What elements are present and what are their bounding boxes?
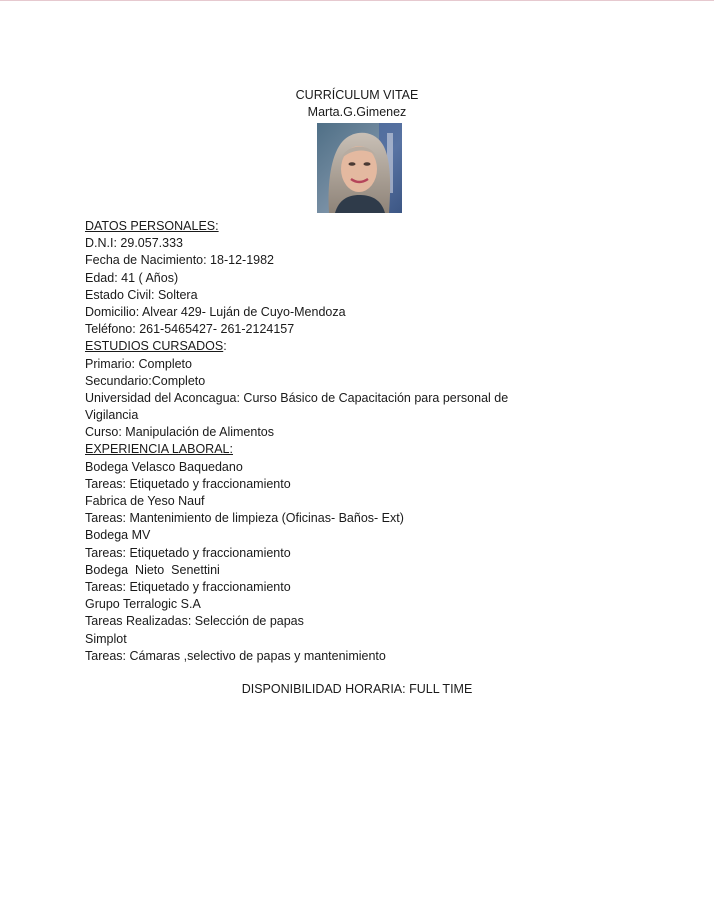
experience-item: Tareas: Cámaras ,selectivo de papas y mantenimiento — [85, 648, 386, 663]
experience-item: Bodega Velasco Baquedano — [85, 459, 243, 474]
experience-item: Grupo Terralogic S.A — [85, 597, 201, 612]
profile-photo — [317, 123, 402, 213]
phone-line: Teléfono: 261-5465427- 261-2124157 — [85, 322, 295, 337]
study-item: Secundario:Completo — [85, 373, 206, 388]
experience-heading: EXPERIENCIA LABORAL: — [85, 442, 233, 457]
portrait-image — [317, 123, 402, 213]
cv-body — [85, 218, 545, 665]
experience-item: Simplot — [85, 631, 127, 646]
dni-line: D.N.I: 29.057.333 — [85, 236, 183, 251]
studies-heading: ESTUDIOS CURSADOS — [85, 339, 224, 354]
availability-line: DISPONIBILIDAD HORARIA: FULL TIME — [241, 682, 473, 696]
document-title: CURRÍCULUM VITAE — [295, 88, 419, 102]
experience-item: Tareas: Etiquetado y fraccionamiento — [85, 545, 291, 560]
study-item: Curso: Manipulación de Alimentos — [85, 425, 274, 440]
birth-date-line: Fecha de Nacimiento: 18-12-1982 — [85, 253, 275, 268]
experience-item: Fabrica de Yeso Nauf — [85, 494, 205, 509]
experience-item: Tareas Realizadas: Selección de papas — [85, 614, 304, 629]
experience-item: Tareas: Etiquetado y fraccionamiento — [85, 579, 291, 594]
address-line: Domicilio: Alvear 429- Luján de Cuyo-Mendoza — [85, 304, 346, 319]
age-line: Edad: 41 ( Años) — [85, 270, 179, 285]
personal-data-heading: DATOS PERSONALES: — [85, 219, 219, 233]
studies-heading-row — [85, 338, 545, 355]
person-name: Marta.G.Gimenez — [307, 105, 407, 119]
experience-item: Bodega Nieto Senettini — [85, 562, 220, 577]
experience-item: Bodega MV — [85, 528, 151, 543]
experience-item: Tareas: Mantenimiento de limpieza (Oficinas- Baños- Ext) — [85, 511, 404, 526]
study-item: Universidad del Aconcagua: Curso Básico de Capacitación para personal de Vigilancia — [85, 390, 509, 423]
study-item: Primario: Completo — [85, 356, 192, 371]
studies-heading-colon: : — [223, 339, 227, 354]
civil-status-line: Estado Civil: Soltera — [85, 287, 198, 302]
experience-item: Tareas: Etiquetado y fraccionamiento — [85, 476, 291, 491]
